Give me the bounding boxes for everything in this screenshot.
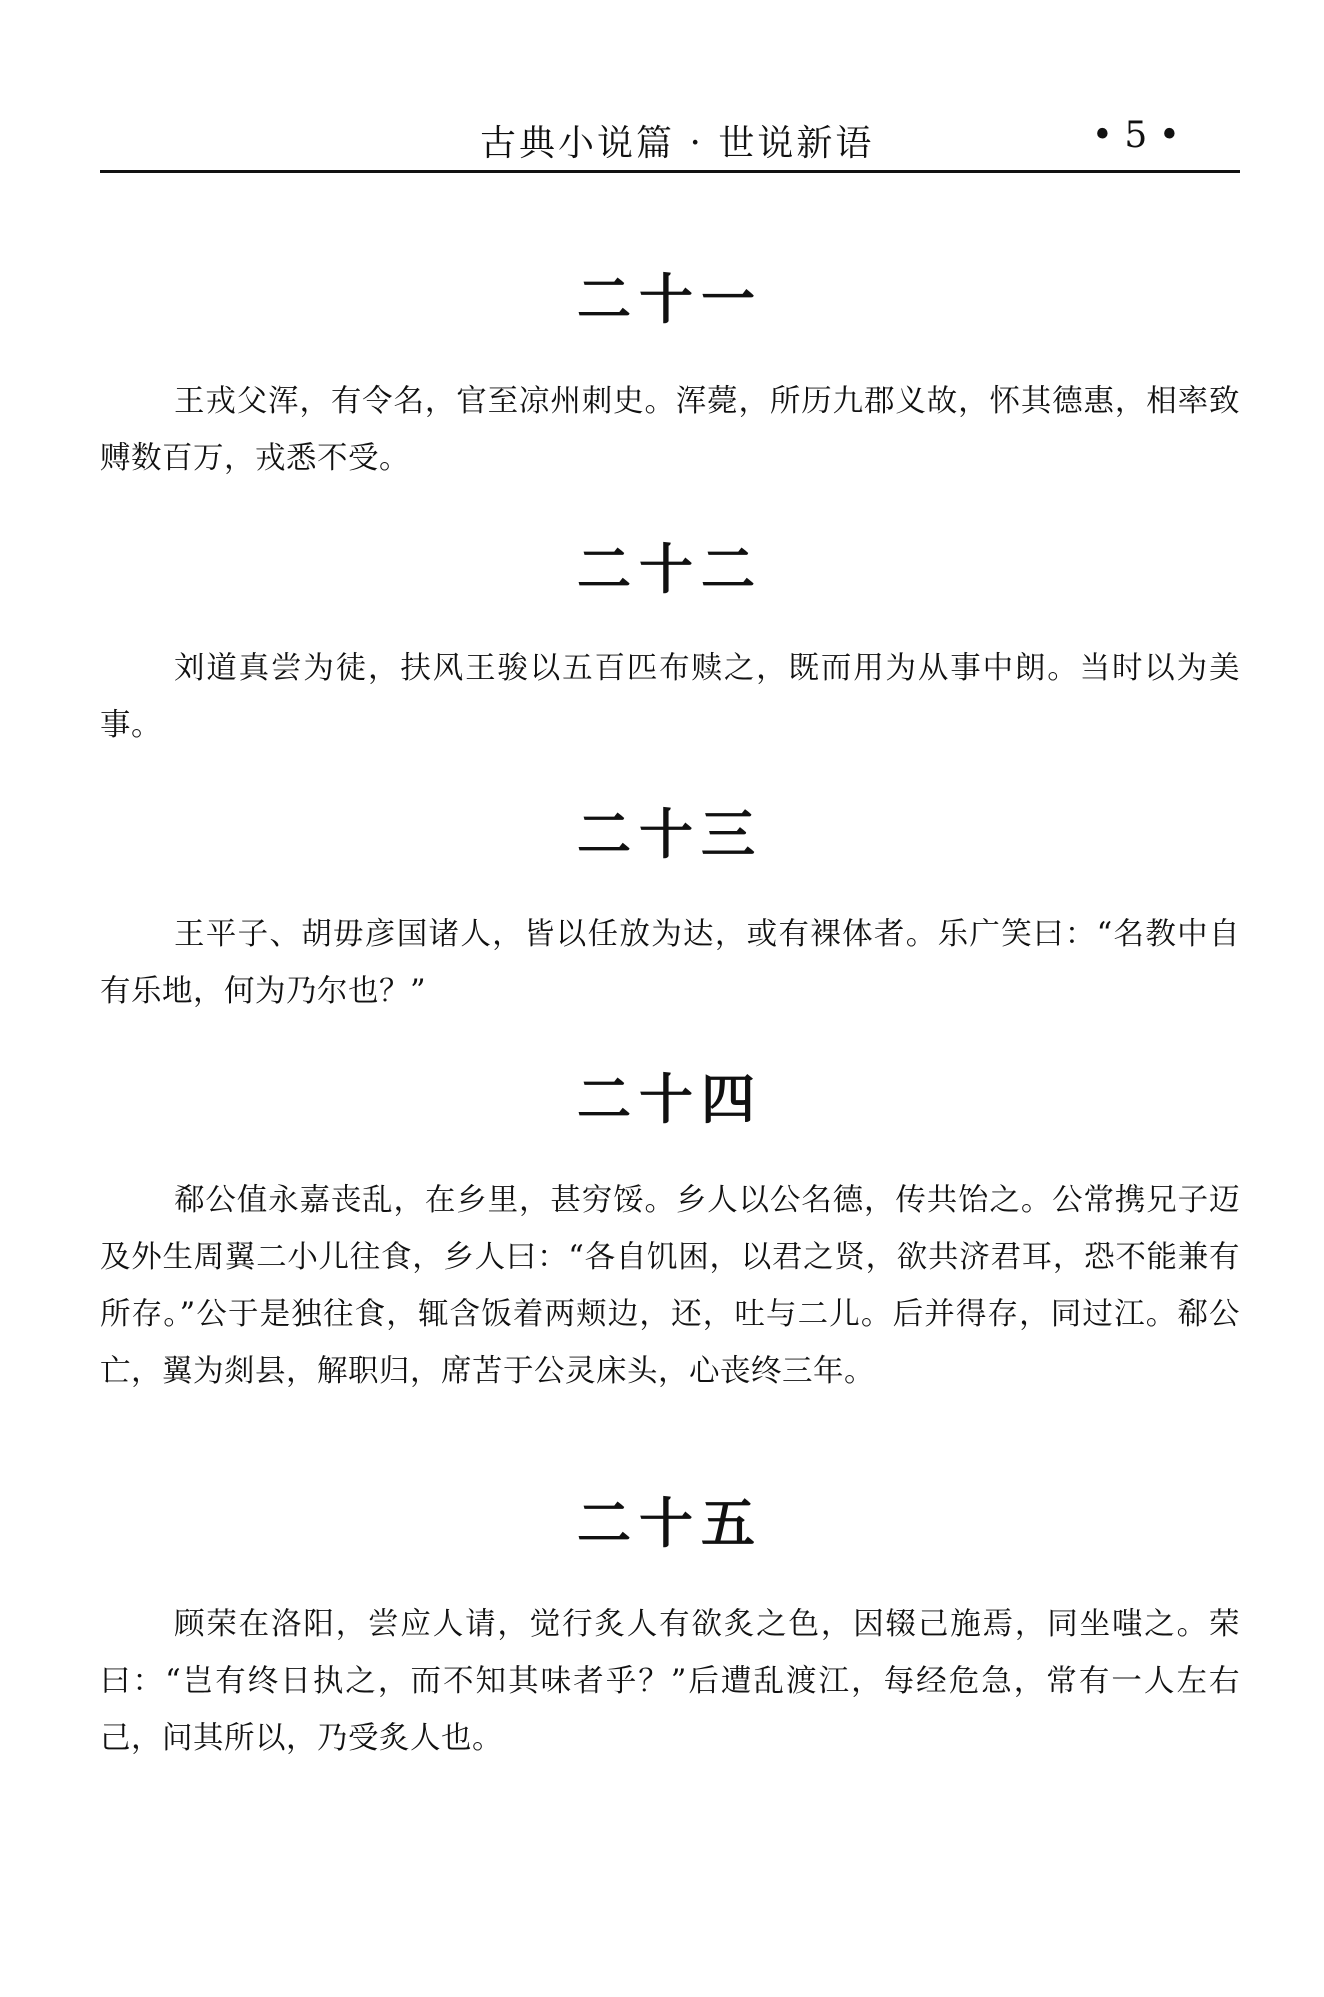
section-heading: 二十二 — [577, 538, 763, 601]
section-paragraph: 王平子、胡毋彦国诸人，皆以任放为达，或有裸体者。乐广笑曰：“名教中自有乐地，何为乃尔也？” — [100, 917, 1240, 1009]
section-heading: 二十一 — [577, 268, 763, 331]
section-heading: 二十四 — [577, 1068, 763, 1131]
section-paragraph: 刘道真尝为徒，扶风王骏以五百匹布赎之，既而用为从事中朗。当时以为美事。 — [100, 651, 1240, 743]
page-header — [100, 100, 1240, 173]
book-page — [100, 0, 1240, 1997]
running-title: 古典小说篇 · 世说新语 — [480, 123, 875, 164]
section-paragraph: 王戎父浑，有令名，官至凉州刺史。浑薨，所历九郡义故，怀其德惠，相率致赙数百万，戎悉不受。 — [100, 384, 1240, 476]
section-paragraph: 顾荣在洛阳，尝应人请，觉行炙人有欲炙之色，因辍己施焉，同坐嗤之。荣曰：“岂有终日执之，而不知其味者乎？”后遭乱渡江，每经危急，常有一人左右己，问其所以，乃受炙人也。 — [100, 1607, 1240, 1756]
section-heading: 二十三 — [577, 803, 763, 866]
page-number: • 5 • — [1091, 115, 1180, 156]
section-heading: 二十五 — [577, 1492, 763, 1555]
section-paragraph: 郗公值永嘉丧乱，在乡里，甚穷馁。乡人以公名德，传共饴之。公常携兄子迈及外生周翼二小儿往食，乡人曰：“各自饥困，以君之贤，欲共济君耳，恐不能兼有所存。”公于是独往食，辄含饭着两颊边，还，吐与二儿。后并得存，同过江。郗公亡，翼为剡县，解职归，席苫于公灵床头，心丧终三年。 — [100, 1183, 1240, 1389]
